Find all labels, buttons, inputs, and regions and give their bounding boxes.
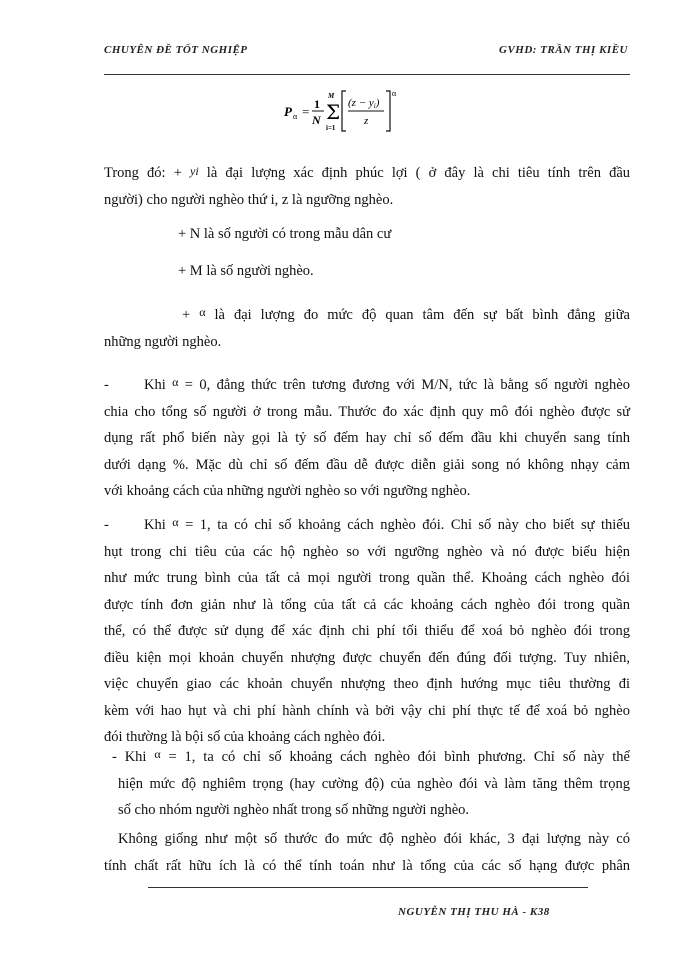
page-header-left: CHUYÊN ĐỀ TỐT NGHIỆP xyxy=(104,44,248,56)
page-footer: NGUYỄN THỊ THU HÀ - K38 xyxy=(398,906,550,918)
alpha-symbol: α xyxy=(199,305,206,319)
bullet-alpha-1: - Khi $^\alpha$ = 1, ta có chỉ số khoảng cách nghèo đói. Chỉ số này cho biết sự thiếu hụt trong chi tiêu của các hộ nghèo so với ngưỡng nghèo và nó được biểu hiện như mức trung bình của tất cả mọi người trong quần thể. Khoảng cách nghèo đói được tính đơn giản như là tổng của tất cả các khoảng cách nghèo đói trong quần thể, có thể được sử dụng để xác định chi phí tối thiểu để xoá bỏ nghèo đói trong điều kiện mọi khoản chuyển nhượng được chuyển đến đúng đối tượng. Tuy nhiên, việc chuyển giao các khoản chuyển nhượng theo định hướng mục tiêu thường đi kèm với hao hụt và chi phí hành chính và bởi vậy chi phí thực tế để xoá bỏ nghèo đói thường là bội số của khoảng cách nghèo đói. xyxy=(104,509,630,751)
alpha-symbol: α xyxy=(172,375,179,389)
formula-eq: = xyxy=(302,104,310,119)
formula-frac-den: z xyxy=(364,115,369,127)
formula-sum-top: M xyxy=(328,92,335,100)
formula-power: α xyxy=(392,89,397,98)
paragraph-definition-m: + M là số người nghèo. xyxy=(178,263,314,279)
footer-rule xyxy=(148,887,588,888)
paragraph-definition-n: + N là số người có trong mẫu dân cư xyxy=(178,226,392,242)
formula-lhs-sub: α xyxy=(293,112,298,121)
formula-sum-sign: Σ xyxy=(326,100,341,124)
bullet-marker: - xyxy=(104,517,109,533)
formula-frac-num: (z − yi) xyxy=(348,97,380,110)
alpha-symbol: α xyxy=(154,747,161,761)
formula-lhs: P xyxy=(284,104,292,119)
paragraph-definition-alpha: + $^\alpha$ là đại lượng đo mức độ quan tâm đến sự bất bình đẳng giữa những người nghèo. xyxy=(104,305,630,350)
paragraph-conclusion: Không giống như một số thước đo mức độ nghèo đói khác, 3 đại lượng này có tính chất rất hữu ích là có thể tính toán như là tổng của các số hạng được phân xyxy=(104,831,630,874)
formula-sum-bottom: i=1 xyxy=(326,124,336,132)
page-header-right: GVHD: TRẦN THỊ KIỀU xyxy=(499,44,628,56)
header-rule xyxy=(104,74,630,75)
alpha-symbol: α xyxy=(172,515,179,529)
formula-coef-num: 1 xyxy=(314,97,320,111)
formula-coef-den: N xyxy=(312,113,321,127)
bullet-alpha-0: - Khi $^\alpha$ = 0, đẳng thức trên tương đương với M/N, tức là bằng số người nghèo chia cho tổng số người ở trong mẫu. Thước đo xác định quy mô đói nghèo được sử dụng rất phổ biến này gọi là tỷ số đếm hay chỉ số đếm đầu khi chuyển sang tính dưới dạng %. Mặc dù chỉ số đếm đầu dễ được diễn giải song nó không nhạy cảm với khoảng cách của những người nghèo so với ngưỡng nghèo. xyxy=(104,369,630,505)
paragraph-definition-yi: Trong đó: + yi là đại lượng xác định phúc lợi ( ở đây là chi tiêu tính trên đầu người) cho người nghèo thứ i, z là ngưỡng nghèo. xyxy=(104,164,631,208)
yi-symbol: yi xyxy=(190,164,199,178)
formula-bracket-left xyxy=(342,91,346,131)
bullet-marker: - xyxy=(104,377,109,393)
formula-bracket-right xyxy=(386,91,390,131)
poverty-index-formula xyxy=(280,86,420,136)
bullet-alpha-squared: - Khi $^\alpha$ = 1, ta có chỉ số khoảng cách nghèo đói bình phương. Chỉ số này thể hiện mức độ nghiêm trọng (hay cường độ) của nghèo đói và làm tăng thêm trọng số cho nhóm người nghèo nhất trong số những người nghèo. xyxy=(112,747,630,818)
